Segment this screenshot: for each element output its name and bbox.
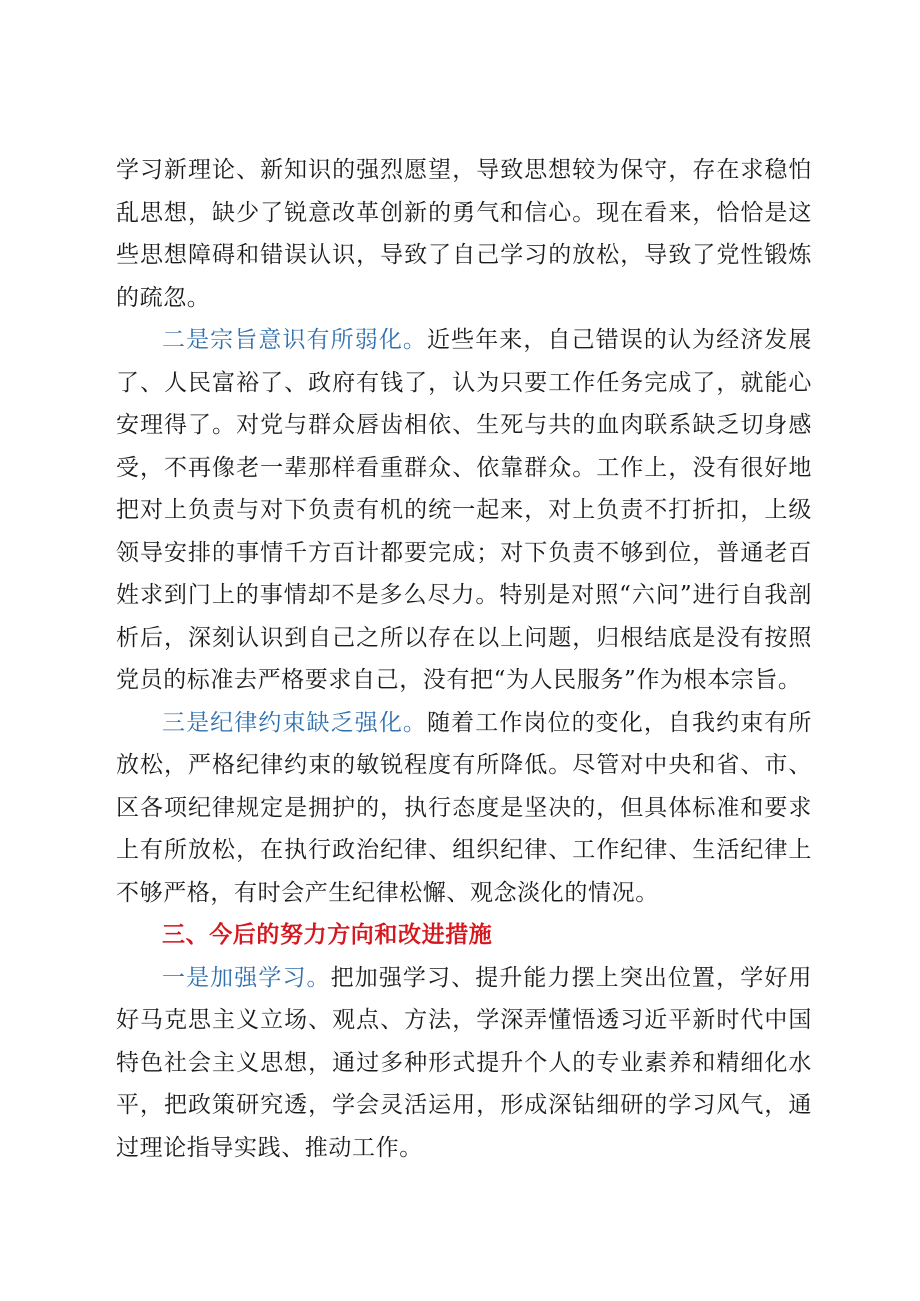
section-heading: 三、今后的努力方向和改进措施 [162, 922, 493, 948]
paragraph-discipline [116, 702, 812, 915]
paragraph-text: 学习新理论、新知识的强烈愿望，导致思想较为保守，存在求稳怕乱思想，缺少了锐意改革创新的勇气和信心。现在看来，恰恰是这些思想障碍和错误认识，导致了自己学习的放松，导致了党性锻炼的疏忽。 [116, 157, 812, 311]
paragraph-text: 把加强学习、提升能力摆上突出位置，学好用好马克思主义立场、观点、方法，学深弄懂悟透习近平新时代中国特色社会主义思想，通过多种形式提升个人的专业素养和精细化水平，把政策研究透，学会灵活运用，形成深钻细研的学习风气，通过理论指导实践、推动工作。 [116, 964, 813, 1161]
paragraph-lead: 二是宗旨意识有所弱化。 [162, 327, 428, 353]
paragraph-text: 随着工作岗位的变化，自我约束有所放松，严格纪律约束的敏锐程度有所降低。尽管对中央和省、市、区各项纪律规定是拥护的，执行态度是坚决的，但具体标准和要求上有所放松，在执行政治纪律、组织纪律、工作纪律、生活纪律上不够严格，有时会产生纪律松懈、观念淡化的情况。 [116, 709, 812, 906]
paragraph-continuation [116, 149, 812, 319]
paragraph-text: 近些年来，自己错误的认为经济发展了、人民富裕了、政府有钱了，认为只要工作任务完成了，就能心安理得了。对党与群众唇齿相依、生死与共的血肉联系缺乏切身感受，不再像老一辈那样看重群众、依靠群众。工作上，没有很好地把对上负责与对下负责有机的统一起来，对上负责不打折扣，上级领导安排的事情千方百计都要完成；对下负责不够到位，普通老百姓求到门上的事情却不是多么尽力。特别是对照“六问”进行自我剖析后，深刻认识到自己之所以存在以上问题，归根结底是没有按照党员的标准去严格要求自己，没有把“为人民服务”作为根本宗旨。 [116, 327, 812, 693]
paragraph-purpose-awareness [116, 319, 812, 702]
document-body [116, 149, 812, 1169]
paragraph-lead: 三是纪律约束缺乏强化。 [162, 709, 428, 736]
paragraph-lead: 一是加强学习。 [162, 964, 331, 991]
paragraph-strengthen-study [116, 957, 812, 1170]
